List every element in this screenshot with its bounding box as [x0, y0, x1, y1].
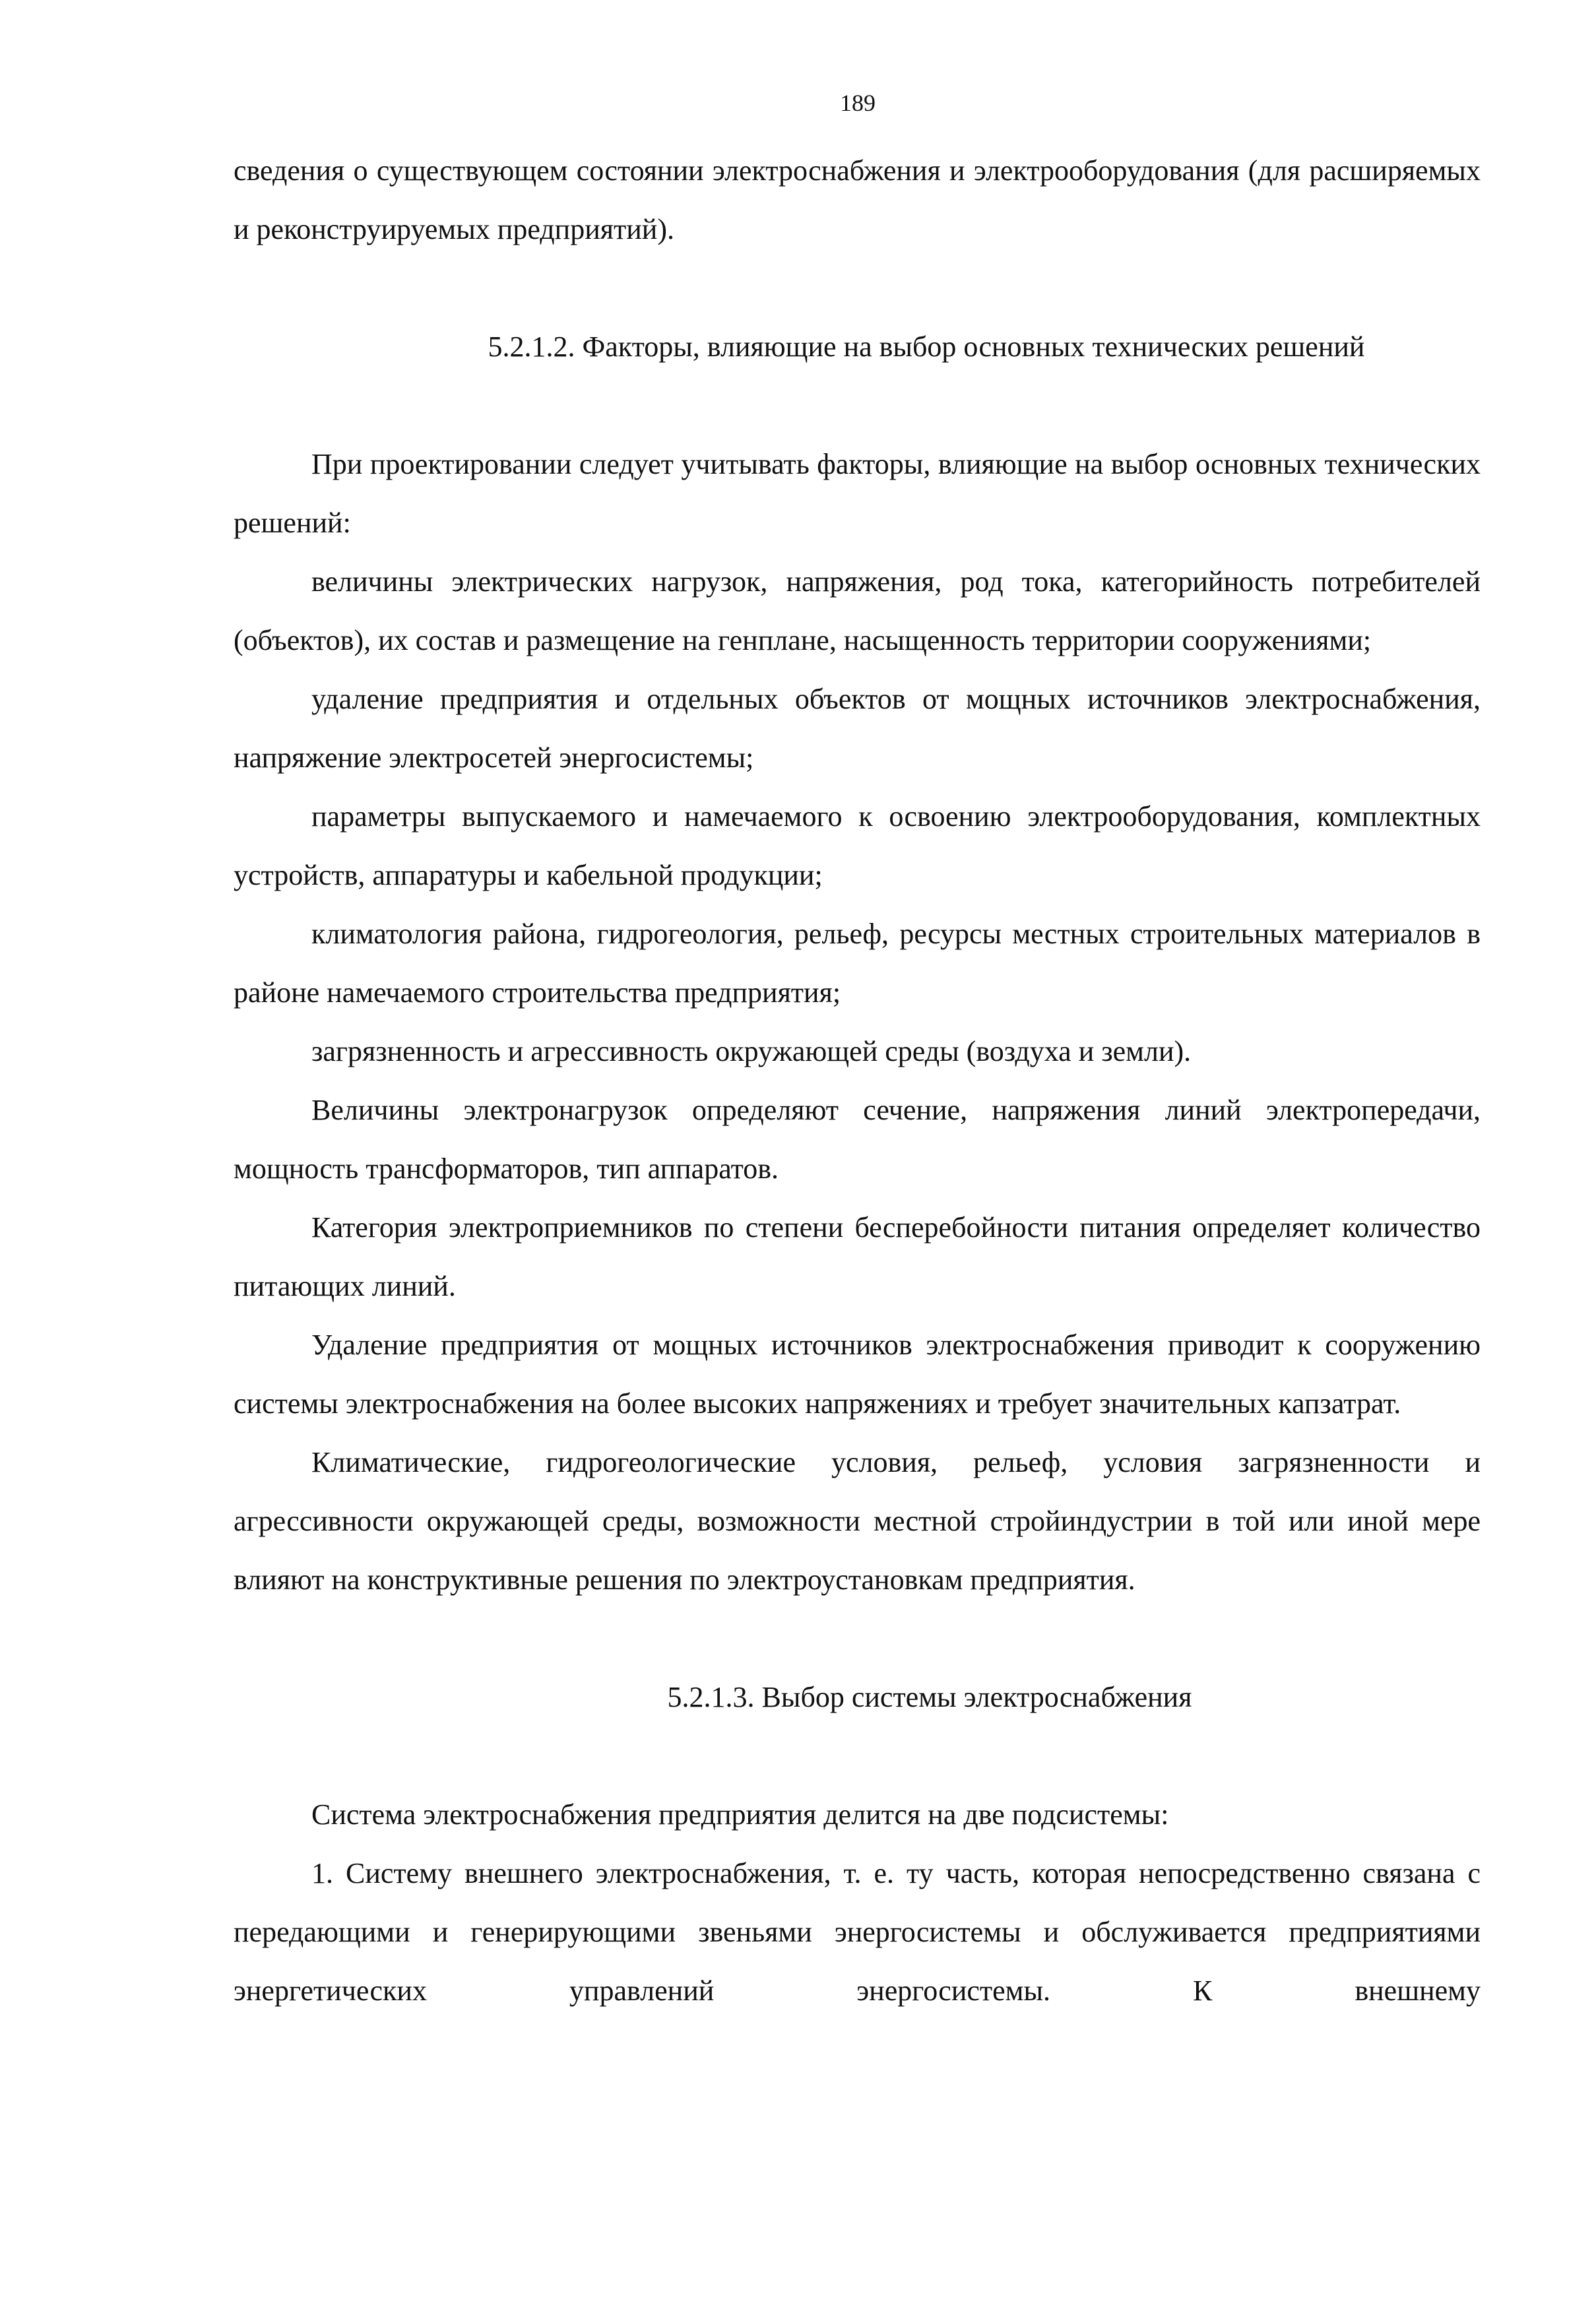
paragraph: 1. Систему внешнего электроснабжения, т. е. ту часть, которая непосредственно связана с передающими и генерирующими звеньями энергосистемы и обслуживается предприятиями энергетических управлений энергосистемы. К внешнему	[234, 1857, 1481, 2007]
list-item-factor: параметры выпускаемого и намечаемого к освоению электрооборудования, комплектных устройств, аппаратуры и кабельной продукции;	[234, 800, 1481, 891]
list-item-factor: климатология района, гидрогеология, рельеф, ресурсы местных строительных материалов в районе намечаемого строительства предприятия;	[234, 918, 1481, 1009]
paragraph: Категория электроприемников по степени бесперебойности питания определяет количество питающих линий.	[234, 1211, 1481, 1302]
paragraph: При проектировании следует учитывать факторы, влияющие на выбор основных технических решений:	[234, 448, 1481, 539]
section-heading-5-2-1-3: 5.2.1.3. Выбор системы электроснабжения	[667, 1681, 1192, 1713]
paragraph: Величины электронагрузок определяют сечение, напряжения линий электропередачи, мощность трансформаторов, тип аппаратов.	[234, 1094, 1481, 1185]
paragraph-continuation: сведения о существующем состоянии электроснабжения и электрооборудования (для расширяемых и реконструируемых предприятий).	[234, 154, 1481, 245]
paragraph: Климатические, гидрогеологические условия, рельеф, условия загрязненности и агрессивности окружающей среды, возможности местной стройиндустрии в той или иной мере влияют на конструктивные решения по электроустановкам предприятия.	[234, 1446, 1481, 1596]
page-number: 189	[840, 90, 876, 116]
paragraph: Система электроснабжения предприятия делится на две подсистемы:	[311, 1798, 1169, 1831]
list-item-factor: величины электрических нагрузок, напряжения, род тока, категорийность потребителей (объектов), их состав и размещение на генплане, насыщенность территории сооружениями;	[234, 565, 1481, 656]
section-heading-5-2-1-2: 5.2.1.2. Факторы, влияющие на выбор основных технических решений	[488, 331, 1365, 363]
list-item-factor: удаление предприятия и отдельных объектов от мощных источников электроснабжения, напряжение электросетей энергосистемы;	[234, 683, 1481, 774]
list-item-factor: загрязненность и агрессивность окружающей среды (воздуха и земли).	[311, 1035, 1192, 1067]
body-text	[234, 141, 1481, 2020]
paragraph: Удаление предприятия от мощных источников электроснабжения приводит к сооружению системы электроснабжения на более высоких напряжениях и требует значительных капзатрат.	[234, 1329, 1481, 1420]
